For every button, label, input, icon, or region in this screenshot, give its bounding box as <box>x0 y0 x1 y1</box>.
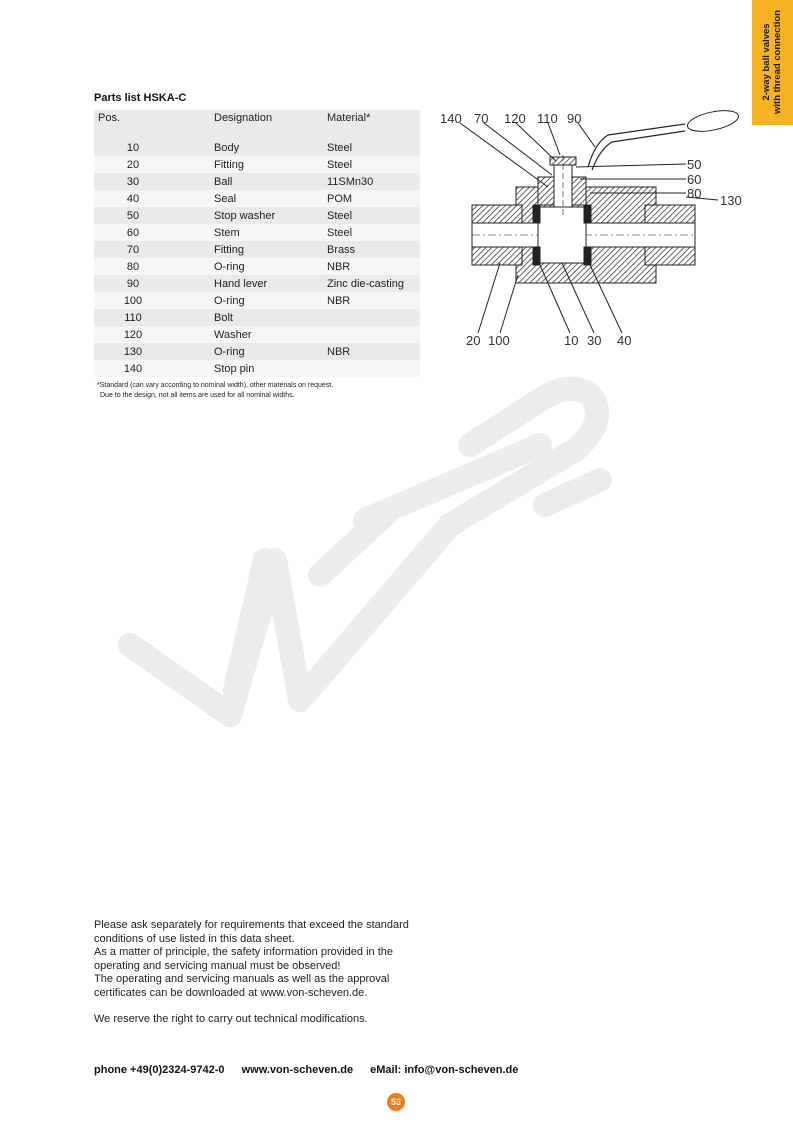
valve-cross-section-diagram <box>430 105 750 360</box>
label-120: 120 <box>504 111 526 126</box>
label-60: 60 <box>687 172 702 187</box>
cell-pos: 10 <box>94 139 210 156</box>
lever-grip <box>686 107 741 135</box>
cell-material: 11SMn30 <box>323 173 420 190</box>
label-50: 50 <box>687 157 702 172</box>
contact-footer <box>94 1064 532 1076</box>
cell-material <box>323 326 420 343</box>
cell-pos: 90 <box>94 275 210 292</box>
label-140: 140 <box>440 111 462 126</box>
cell-pos: 100 <box>94 292 210 309</box>
cell-designation: Ball <box>210 173 323 190</box>
footnote-line-1: *Standard (can vary according to nominal width), other materials on request. <box>97 382 334 389</box>
table-row <box>94 173 420 190</box>
cell-material: Brass <box>323 241 420 258</box>
cell-designation: Hand lever <box>210 275 323 292</box>
label-10: 10 <box>564 333 579 348</box>
cell-material: NBR <box>323 258 420 275</box>
table-header-row <box>94 110 420 139</box>
cell-material: Steel <box>323 139 420 156</box>
category-line-1: 2-way ball valves <box>761 23 772 101</box>
parts-table <box>94 110 420 377</box>
label-80: 80 <box>687 186 702 201</box>
cell-material <box>323 309 420 326</box>
label-20: 20 <box>466 333 481 348</box>
footnote <box>97 381 333 401</box>
info-notice <box>94 919 434 1027</box>
cell-pos: 140 <box>94 360 210 377</box>
table-row <box>94 360 420 377</box>
cell-designation: Stop pin <box>210 360 323 377</box>
cell-pos: 20 <box>94 156 210 173</box>
cell-material: Steel <box>323 156 420 173</box>
info-line-3: As a matter of principle, the safety information provided in the <box>94 946 393 958</box>
table-row <box>94 292 420 309</box>
header-material: Material* <box>323 110 420 139</box>
cell-pos: 40 <box>94 190 210 207</box>
page-number-badge: 53 <box>387 1093 405 1111</box>
info-line-7: We reserve the right to carry out technical modifications. <box>94 1013 368 1025</box>
contact-email[interactable]: eMail: info@von-scheven.de <box>370 1064 519 1076</box>
category-line-2: with thread connection <box>772 10 783 114</box>
cell-pos: 130 <box>94 343 210 360</box>
table-row <box>94 326 420 343</box>
cell-designation: Fitting <box>210 241 323 258</box>
cell-material: POM <box>323 190 420 207</box>
cell-material: NBR <box>323 292 420 309</box>
table-row <box>94 343 420 360</box>
cell-material: Steel <box>323 207 420 224</box>
label-100: 100 <box>488 333 510 348</box>
header-pos: Pos. <box>94 110 210 139</box>
cell-designation: O-ring <box>210 292 323 309</box>
cell-material: Zinc die-casting <box>323 275 420 292</box>
cell-designation: O-ring <box>210 258 323 275</box>
parts-list-title: Parts list HSKA-C <box>94 92 187 104</box>
cell-designation: Seal <box>210 190 323 207</box>
table-row <box>94 207 420 224</box>
contact-phone: phone +49(0)2324-9742-0 <box>94 1064 225 1076</box>
cell-designation: Fitting <box>210 156 323 173</box>
info-line-6: certificates can be downloaded at www.von-scheven.de. <box>94 986 368 999</box>
label-90: 90 <box>567 111 582 126</box>
info-line-2: conditions of use listed in this data sheet. <box>94 932 295 945</box>
cell-pos: 50 <box>94 207 210 224</box>
info-line-1: Please ask separately for requirements that exceed the standard <box>94 919 409 931</box>
cell-designation: Washer <box>210 326 323 343</box>
label-40: 40 <box>617 333 632 348</box>
table-row <box>94 139 420 156</box>
label-110: 110 <box>537 111 558 126</box>
cell-designation: Stop washer <box>210 207 323 224</box>
cell-designation: Bolt <box>210 309 323 326</box>
table-row <box>94 224 420 241</box>
footnote-line-2: Due to the design, not all items are used for all nominal widths. <box>100 392 295 399</box>
cell-pos: 80 <box>94 258 210 275</box>
header-designation: Designation <box>210 110 323 139</box>
contact-website[interactable]: www.von-scheven.de <box>241 1064 354 1076</box>
cell-designation: O-ring <box>210 343 323 360</box>
cell-pos: 120 <box>94 326 210 343</box>
table-row <box>94 258 420 275</box>
cell-pos: 70 <box>94 241 210 258</box>
table-row <box>94 275 420 292</box>
table-row <box>94 156 420 173</box>
cell-material: Steel <box>323 224 420 241</box>
label-130: 130 <box>720 193 742 208</box>
label-30: 30 <box>587 333 602 348</box>
cell-material <box>323 360 420 377</box>
info-line-4: operating and servicing manual must be observed! <box>94 959 341 972</box>
cell-pos: 30 <box>94 173 210 190</box>
table-row <box>94 190 420 207</box>
table-row <box>94 309 420 326</box>
cell-material: NBR <box>323 343 420 360</box>
cell-designation: Stem <box>210 224 323 241</box>
info-line-5: The operating and servicing manuals as well as the approval <box>94 973 390 985</box>
cell-designation: Body <box>210 139 323 156</box>
cell-pos: 110 <box>94 309 210 326</box>
label-70: 70 <box>474 111 489 126</box>
table-row <box>94 241 420 258</box>
cell-pos: 60 <box>94 224 210 241</box>
